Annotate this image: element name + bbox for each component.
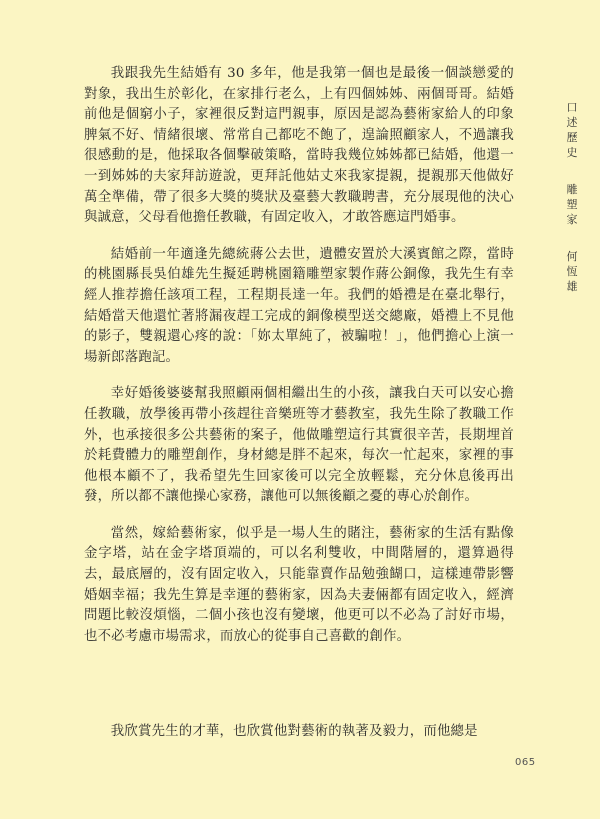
side-title-series: 口 述 歷 史 xyxy=(566,101,578,159)
side-running-title xyxy=(564,100,580,294)
paragraph-2: 結婚前一年適逢先總統蔣公去世，遺體安置於大溪賓館之際，當時的桃園縣長吳伯雄先生擬延聘桃園籍雕塑家製作蔣公銅像，我先生有幸經人推荐擔任該項工程，工程期長達一年。我們的婚禮是在臺北舉行，結婚當天他還忙著將漏夜趕工完成的銅像模型送交總廠，婚禮上不見他的影子，雙親還心疼的說：「妳太單純了，被騙啦！」，他們擔心上演一場新郎落跑記。 xyxy=(84,246,514,365)
side-title-role: 雕 塑 家 xyxy=(566,183,578,226)
side-title-name: 何 恆 雄 xyxy=(566,250,578,293)
article-body xyxy=(84,64,514,663)
paragraph-3: 幸好婚後婆婆幫我照顧兩個相繼出生的小孩，讓我白天可以安心擔任教職，放學後再帶小孩趕往音樂班等才藝教室，我先生除了教職工作外，也承接很多公共藝術的案子，他做雕塑這行其實很辛苦，長期埋首於耗費體力的雕塑創作，身材總是胖不起來，每次一忙起來，家裡的事他根本顧不了，我希望先生回家後可以完全放輕鬆，充分休息後再出發，所以都不讓他操心家務，讓他可以無後顧之憂的專心於創作。 xyxy=(84,386,514,505)
paragraph-1: 我跟我先生結婚有 30 多年，他是我第一個也是最後一個談戀愛的對象，我出生於彰化，在家排行老么，上有四個姊姊、兩個哥哥。結婚前他是個窮小子，家裡很反對這門親事，原因是認為藝術家給人的印象脾氣不好、情緒很壞、常常自己都吃不飽了，遑論照顧家人，不過讓我很感動的是，他採取各個擊破策略，當時我幾位姊姊都已結婚，他還一一到姊姊的夫家拜訪遊說，更拜託他姑丈來我家提親，提親那天他做好萬全準備，帶了很多大獎的獎狀及臺藝大教職聘書，充分展現他的決心與誠意，父母看他擔任教職，有固定收入，才敢答應這門婚事。 xyxy=(84,66,514,226)
page-number: 065 xyxy=(515,757,536,768)
paragraph-4: 當然，嫁給藝術家，似乎是一場人生的賭注，藝術家的生活有點像金字塔，站在金字塔頂端的，可以名利雙收，中間階層的，還算過得去，最底層的，沒有固定收入，只能靠賣作品勉強餬口，這樣連帶影響婚姻幸福；我先生算是幸運的藝術家，因為夫妻倆都有固定收入，經濟問題比較沒煩惱，二個小孩也沒有變壞，他更可以不必為了討好市場，也不必考慮市場需求，而放心的從事自己喜歡的創作。 xyxy=(84,525,514,644)
paragraph-5: 我欣賞先生的才華，也欣賞他對藝術的執著及毅力，而他總是 xyxy=(110,724,478,739)
